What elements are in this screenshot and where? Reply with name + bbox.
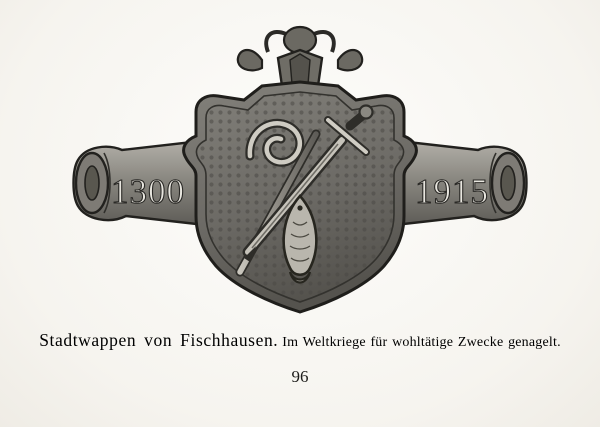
caption-subtitle: Im Weltkriege für wohltätige Zwecke genagelt. bbox=[282, 335, 561, 350]
caption-row bbox=[39, 330, 561, 351]
caption-title: Stadtwappen von Fischhausen. bbox=[39, 330, 279, 350]
left-date-text: 1300 bbox=[111, 172, 185, 211]
crest-ornament bbox=[238, 27, 362, 86]
right-date-text: 1915 bbox=[415, 172, 489, 211]
page-number: 96 bbox=[291, 367, 309, 386]
figure-caption bbox=[0, 330, 600, 351]
